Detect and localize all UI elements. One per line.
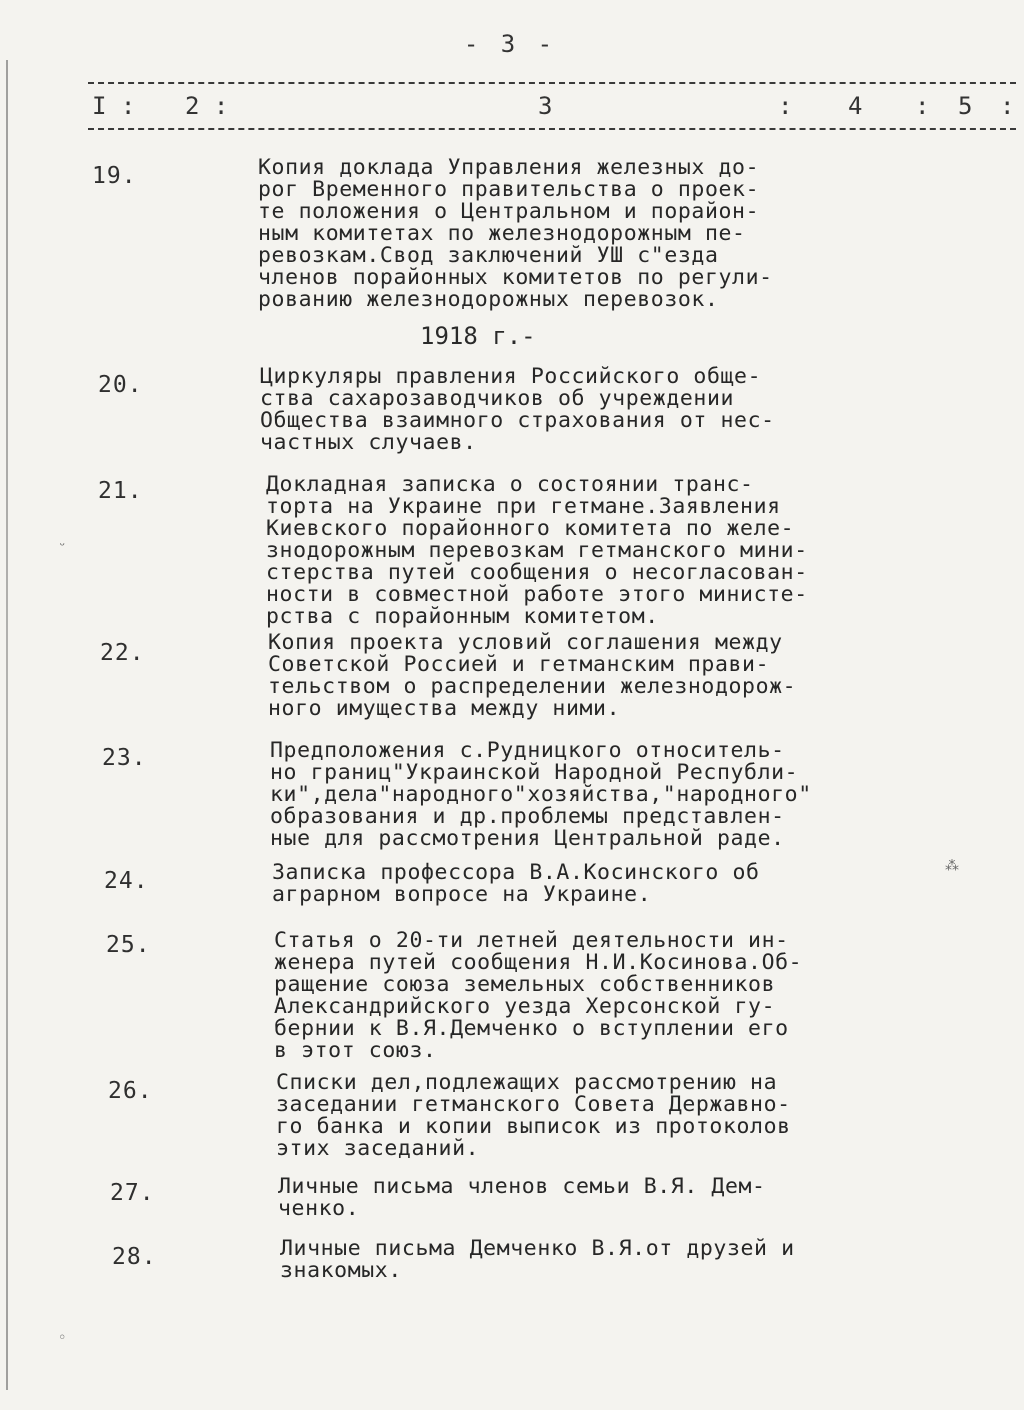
description-line: ревозкам.Свод заключений УШ с"езда: [258, 243, 719, 268]
left-margin-fold: [6, 60, 8, 1390]
description-line: образования и др.проблемы представлен-: [270, 804, 785, 829]
description-line: Списки дел,подлежащих рассмотрению на: [276, 1070, 778, 1095]
header-sep-4: :: [915, 92, 930, 120]
description-line: ки",дела"народного"хозяйства,"народного": [270, 782, 812, 807]
description-line: Общества взаимного страхования от нес-: [260, 408, 775, 433]
header-col-3: 3: [538, 92, 553, 120]
header-col-1: I :: [92, 92, 136, 120]
description-line: рства с порайонным комитетом.: [266, 604, 659, 629]
ink-speck: ⁂: [945, 858, 959, 874]
header-sep-5: :: [1000, 92, 1015, 120]
item-description: [274, 930, 802, 1062]
item-description: [272, 862, 760, 906]
description-line: Докладная записка о состоянии транс-: [266, 472, 754, 497]
description-line: Копия доклада Управления железных до-: [258, 155, 760, 180]
description-line: этих заседаний.: [276, 1136, 480, 1161]
description-line: рог Временного правительства о проек-: [258, 177, 760, 202]
description-line: ченко.: [278, 1196, 360, 1221]
header-rule-bottom: [88, 128, 1016, 130]
header-col-5: 5: [958, 92, 973, 120]
item-description: [266, 474, 808, 628]
item-number: 27.: [110, 1180, 155, 1206]
description-line: стерства путей сообщения о несогласован-: [266, 560, 808, 585]
item-number: 22.: [100, 640, 145, 666]
ink-speck: ◦: [58, 1330, 67, 1346]
item-description: [280, 1238, 795, 1282]
description-line: бернии к В.Я.Демченко о вступлении его: [274, 1016, 789, 1041]
description-line: рованию железнодорожных перевозок.: [258, 287, 719, 312]
description-line: Записка профессора В.А.Косинского об: [272, 860, 760, 885]
description-line: аграрном вопросе на Украине.: [272, 882, 652, 907]
item-number: 21.: [98, 478, 143, 504]
item-number: 20.: [98, 372, 143, 398]
description-line: Предположения с.Рудницкого относитель-: [270, 738, 785, 763]
description-line: Личные письма членов семьи В.Я. Дем-: [278, 1174, 766, 1199]
description-line: в этот союз.: [274, 1038, 437, 1063]
description-line: Александрийского уезда Херсонской гу-: [274, 994, 776, 1019]
description-line: Циркуляры правления Российского обще-: [260, 364, 762, 389]
item-description: [270, 740, 812, 850]
description-line: Советской Россией и гетманским прави-: [268, 652, 770, 677]
item-number: 23.: [102, 745, 147, 771]
header-rule-top: [88, 82, 1016, 84]
description-line: ным комитетах по железнодорожным пе-: [258, 221, 746, 246]
description-line: ные для рассмотрения Центральной раде.: [270, 826, 785, 851]
description-line: тельством о распределении железнодорож-: [268, 674, 797, 699]
item-description: [268, 632, 796, 720]
description-line: го банка и копии выписок из протоколов: [276, 1114, 791, 1139]
description-line: Личные письма Демченко В.Я.от друзей и: [280, 1236, 795, 1261]
description-line: Статья о 20-ти летней деятельности ин-: [274, 928, 789, 953]
item-number: 24.: [104, 868, 149, 894]
description-line: членов порайонных комитетов по регули-: [258, 265, 773, 290]
header-col-2: 2 :: [185, 92, 229, 120]
description-line: знакомых.: [280, 1258, 402, 1283]
ink-speck: ᵕ: [58, 538, 67, 554]
item-number: 26.: [108, 1078, 153, 1104]
header-col-4: 4: [848, 92, 863, 120]
description-line: ного имущества между ними.: [268, 696, 621, 721]
description-line: ства сахарозаводчиков об учреждении: [260, 386, 735, 411]
description-line: частных случаев.: [260, 430, 477, 455]
description-line: торта на Украине при гетмане.Заявления: [266, 494, 781, 519]
item-description: [276, 1072, 791, 1160]
item-description: [260, 366, 775, 454]
header-sep-3: :: [778, 92, 793, 120]
description-line: Копия проекта условий соглашения между: [268, 630, 783, 655]
item-number: 28.: [112, 1244, 157, 1270]
item-number: 25.: [106, 932, 151, 958]
description-line: ности в совместной работе этого министе-: [266, 582, 808, 607]
item-description: [278, 1176, 766, 1220]
description-line: Киевского порайонного комитета по желе-: [266, 516, 795, 541]
item-number: 19.: [92, 163, 137, 189]
description-line: те положения о Центральном и порайон-: [258, 199, 760, 224]
description-line: знодорожным перевозкам гетманского мини-: [266, 538, 808, 563]
year-heading: 1918 г.-: [420, 322, 536, 350]
description-line: заседании гетманского Совета Державно-: [276, 1092, 791, 1117]
item-description: [258, 157, 773, 311]
description-line: ращение союза земельных собственников: [274, 972, 776, 997]
page-number: - 3 -: [463, 30, 557, 58]
description-line: женера путей сообщения Н.И.Косинова.Об-: [274, 950, 803, 975]
description-line: но границ"Украинской Народной Республи-: [270, 760, 799, 785]
